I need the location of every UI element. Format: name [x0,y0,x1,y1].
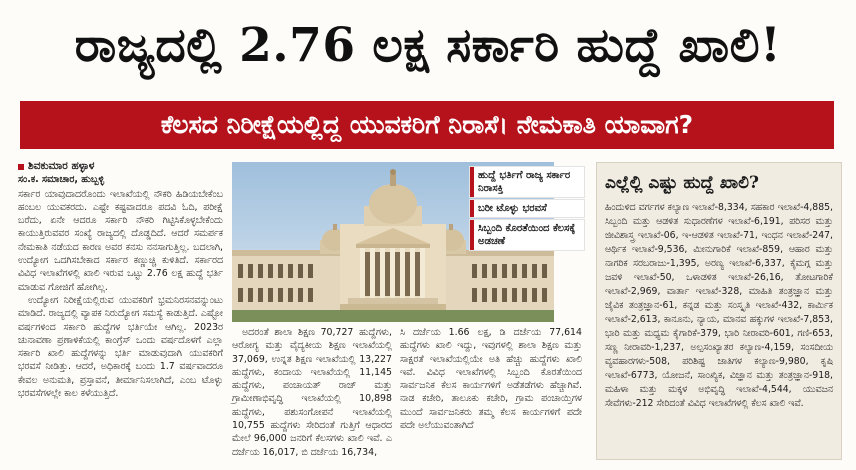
article-paragraph: ಸಿ ದರ್ಜೆಯ 1.66 ಲಕ್ಷ, ಡಿ ದರ್ಜೆಯ 77,614 ಹುದ್ದೆಗಳು ಖಾಲಿ ಇದ್ದು, ಇವುಗಳಲ್ಲಿ ಶಾಲಾ ಶಿಕ್ಷಣ ಮತ್ತು ಸಾಕ್ಷರತೆ ಇಲಾಖೆಯಲ್ಲಿಯೇ ಅತಿ ಹೆಚ್ಚು ಹುದ್ದೆಗಳು ಖಾಲಿ ಇವೆ. ವಿವಿಧ ಇಲಾಖೆಗಳಲ್ಲಿ ಸಿಬ್ಬಂದಿ ಕೊರತೆಯಿಂದ ಸಾರ್ವಜನಿಕ ಕೆಲಸ ಕಾರ್ಯಗಳಿಗೆ ಅಡೆತಡೆಗಳು ಹೆಚ್ಚಾಗಿವೆ. ನಾಡ ಕಚೇರಿ, ತಾಲೂಕು ಕಚೇರಿ, ಗ್ರಾಮ ಪಂಚಾಯ್ತಿಗಳ ಮುಂದೆ ಸಾರ್ವಜನಿಕರು ತಮ್ಮ ಕೆಲಸ ಕಾರ್ಯಗಳಿಗೆ ಪದೇ ಪದೇ ಅಲೆಯುವಂತಾಗಿದೆ [400,327,582,432]
article-paragraph: ಉದ್ಯೋಗ ನಿರೀಕ್ಷೆಯಲ್ಲಿರುವ ಯುವಕರಿಗೆ ಭ್ರಮನಿರಸನವನ್ನುಂಟು ಮಾಡಿದೆ. ರಾಜ್ಯದಲ್ಲಿ ವ್ಯಾಪಕ ನಿರುದ್ಯೋಗ ಸಮಸ್ಯೆ ಕಾಡುತ್ತಿದೆ. ಎಷ್ಟೋ ವರ್ಷಗಳಿಂದ ಸರ್ಕಾರಿ ಹುದ್ದೆಗಳ ಭರ್ತಿಯೇ ಆಗಿಲ್ಲ. 2023ರ ಚುನಾವಣಾ ಪ್ರಣಾಳಿಕೆಯಲ್ಲಿ ಕಾಂಗ್ರೆಸ್ ಒಂದು ವರ್ಷದೊಳಗೆ ಎಲ್ಲಾ ಸರ್ಕಾರಿ ಖಾಲಿ ಹುದ್ದೆಗಳನ್ನು ಭರ್ತಿ ಮಾಡುವುದಾಗಿ ಯುವಕರಿಗೆ ಭರವಸೆ ನೀಡಿತ್ತು. ಆದರೆ, ಅಧಿಕಾರಕ್ಕೆ ಬಂದು 1.7 ವರ್ಷವಾದರೂ ಕೇವಲ ಅನುಮತಿ, ಪ್ರಸ್ತಾವನೆ, ತೀರ್ಮಾನಿಸಲಾಗಿದೆ, ಎಂಬ ಟೊಳ್ಳು ಭರವಸೆಗಳಲ್ಲೇ ಕಾಲ ಕಳೆಯುತ್ತಿದೆ. [18,294,223,400]
callout-item: ಬರೀ ಟೊಳ್ಳು ಭರವಸೆ [470,200,584,217]
subheadline-text: ಕೆಲಸದ ನಿರೀಕ್ಷೆಯಲ್ಲಿದ್ದ ಯುವಕರಿಗೆ ನಿರಾಸೆ। ನೇಮಕಾತಿ ಯಾವಾಗ? [160,110,694,139]
vacancy-sidebar [596,162,842,460]
bullet-square-icon [18,164,24,170]
article-column-3 [400,326,582,432]
article-paragraph: ಅದರಂತೆ ಶಾಲಾ ಶಿಕ್ಷಣ 70,727 ಹುದ್ದೆಗಳು, ಆರೋಗ್ಯ ಮತ್ತು ವೈದ್ಯಕೀಯ ಶಿಕ್ಷಣ ಇಲಾಖೆಯಲ್ಲಿ 37,069, ಉನ್ನತ ಶಿಕ್ಷಣ ಇಲಾಖೆಯಲ್ಲಿ 13,227 ಹುದ್ದೆಗಳು, ಕಂದಾಯ ಇಲಾಖೆಯಲ್ಲಿ 11,145 ಹುದ್ದೆಗಳು, ಪಂಚಾಯತ್ ರಾಜ್ ಮತ್ತು ಗ್ರಾಮೀಣಾಭಿವೃದ್ಧಿ ಇಲಾಖೆಯಲ್ಲಿ 10,898 ಹುದ್ದೆಗಳು, ಪಶುಸಂಗೋಪನೆ ಇಲಾಖೆಯಲ್ಲಿ 10,755 ಹುದ್ದೆಗಳು ಸೇರಿದಂತೆ ಗುತ್ತಿಗೆ ಆಧಾರದ ಮೇಲೆ 96,000 ಜನರಿಗೆ ಕೆಲಸಗಳು ಖಾಲಿ ಇವೆ. ಎ ದರ್ಜೆಯ 16,017, ಬಿ ದರ್ಜೆಯ 16,734, [232,327,392,458]
article-paragraph: ಸರ್ಕಾರ ಯಾವುದಾದರೊಂದು ಇಲಾಖೆಯಲ್ಲಿ ನೌಕರಿ ಹಿಡಿಯಬೇಕೆಂಬ ಹಂಬಲ ಯುವಕರದು. ಎಷ್ಟೇ ಕಷ್ಟವಾದರೂ ಪದವಿ ಓದಿ, ಪರೀಕ್ಷೆ ಬರೆದು, ಏನೇ ಆದರೂ ಸರ್ಕಾರಿ ನೌಕರಿ ಗಿಟ್ಟಿಸಿಕೊಳ್ಳಬೇಕೆಂದು ಕಾಯುತ್ತಿರುವವರ ಸಂಖ್ಯೆ ರಾಜ್ಯದಲ್ಲಿ ದೊಡ್ಡದಿದೆ. ಆದರೆ ಸಮರ್ಪಕ ನೇಮಕಾತಿ ನಡೆಯದ ಕಾರಣ ಅವರ ಕನಸು ನನಸಾಗುತ್ತಿಲ್ಲ. ಬದಲಾಗಿ, ಉದ್ಯೋಗ ಒದಗಿಸಬೇಕಾದ ಸರ್ಕಾರ ಕಣ್ಣುಚ್ಚಿ ಕುಳಿತಿದೆ. ಸರ್ಕಾರದ ವಿವಿಧ ಇಲಾಖೆಗಳಲ್ಲಿ ಖಾಲಿ ಇರುವ ಒಟ್ಟು 2.76 ಲಕ್ಷ ಹುದ್ದೆ ಭರ್ತಿ ಮಾಡುವ ಗೋಜಿಗೆ ಹೋಗಿಲ್ಲ. [18,188,223,293]
article-column-2 [232,326,392,459]
article-column-1 [18,160,223,400]
byline-author [18,160,223,173]
callout-item: ಸಿಬ್ಬಂದಿ ಕೊರತೆಯಿಂದ ಕೆಲಸಕ್ಕೆ ಅಡಚಣೆ [470,220,584,250]
headline: ರಾಜ್ಯದಲ್ಲಿ 2.76 ಲಕ್ಷ ಸರ್ಕಾರಿ ಹುದ್ದೆ ಖಾಲಿ! [74,18,782,73]
author-name: ಶಿವಕುಮಾರ ಹಳ್ಳಾಳ [28,160,95,172]
byline-source: ಸಂ.ಕ. ಸಮಾಚಾರ, ಹುಬ್ಬಳ್ಳಿ [18,174,105,186]
sidebar-title: ಎಲ್ಲೆಲ್ಲಿ ಎಷ್ಟು ಹುದ್ದೆ ಖಾಲಿ? [605,173,759,193]
callout-list [470,167,584,250]
sidebar-body: ಹಿಂದುಳಿದ ವರ್ಗಗಳ ಕಲ್ಯಾಣ ಇಲಾಖೆ-8,334, ಸಹಕಾರ ಇಲಾಖೆ-4,885, ಸಿಬ್ಬಂದಿ ಮತ್ತು ಆಡಳಿತ ಸುಧಾರಣೆಗಳ ಇಲಾಖೆ-6,191, ಪರಿಸರ ಮತ್ತು ಜೀವಿಶಾಸ್ತ್ರ ಇಲಾಖೆ-06, ಇ-ಆಡಳಿತ ಇಲಾಖೆ-71, ಇಂಧನ ಇಲಾಖೆ-247, ಆರ್ಥಿಕ ಇಲಾಖೆ-9,536, ಮೀನುಗಾರಿಕೆ ಇಲಾಖೆ-859, ಆಹಾರ ಮತ್ತು ನಾಗರಿಕ ಸರಬರಾಜು-1,395, ಅರಣ್ಯ ಇಲಾಖೆ-6,337, ಕೈಮಗ್ಗ ಮತ್ತು ಜವಳಿ ಇಲಾಖೆ-50, ಒಳಾಡಳಿತ ಇಲಾಖೆ-26,16, ತೋಟಗಾರಿಕೆ ಇಲಾಖೆ-2,969, ವಾರ್ತಾ ಇಲಾಖೆ-328, ಮಾಹಿತಿ ತಂತ್ರಜ್ಞಾನ ಮತ್ತು ಜೈವಿಕ ತಂತ್ರಜ್ಞಾನ-61, ಕನ್ನಡ ಮತ್ತು ಸಂಸ್ಕೃತಿ ಇಲಾಖೆ-432, ಕಾರ್ಮಿಕ ಇಲಾಖೆ-2,613, ಕಾನೂನು, ನ್ಯಾಯ, ಮಾನವ ಹಕ್ಕುಗಳ ಇಲಾಖೆ-7,853, ಭಾರಿ ಮತ್ತು ಮಧ್ಯಮ ಕೈಗಾರಿಕೆ-379, ಭಾರಿ ನೀರಾವರಿ-601, ಗಣಿ-653, ಸಣ್ಣ ನೀರಾವರಿ-1,237, ಅಲ್ಪಸಂಖ್ಯಾತರ ಕಲ್ಯಾಣ-4,159, ಸಂಸದೀಯ ವ್ಯವಹಾರಗಳು-508, ಪರಿಶಿಷ್ಟ ಜಾತಿಗಳ ಕಲ್ಯಾಣ-9,980, ಕೃಷಿ ಇಲಾಖೆ-6773, ಯೋಜನೆ, ಸಾಂಖ್ಯಿಕ, ವಿಜ್ಞಾನ ಮತ್ತು ತಂತ್ರಜ್ಞಾನ-918, ಮಹಿಳಾ ಮತ್ತು ಮಕ್ಕಳ ಅಭಿವೃದ್ಧಿ ಇಲಾಖೆ-4,544, ಯುವಜನ ಸೇವೆಗಳು-212 ಸೇರಿದಂತೆ ವಿವಿಧ ಇಲಾಖೆಗಳಲ್ಲಿ ಕೆಲಸ ಖಾಲಿ ಇವೆ. [605,202,833,409]
callout-item: ಹುದ್ದೆ ಭರ್ತಿಗೆ ರಾಜ್ಯ ಸರ್ಕಾರ ನಿರಾಸಕ್ತಿ [470,167,584,197]
subheadline-banner [20,101,834,149]
